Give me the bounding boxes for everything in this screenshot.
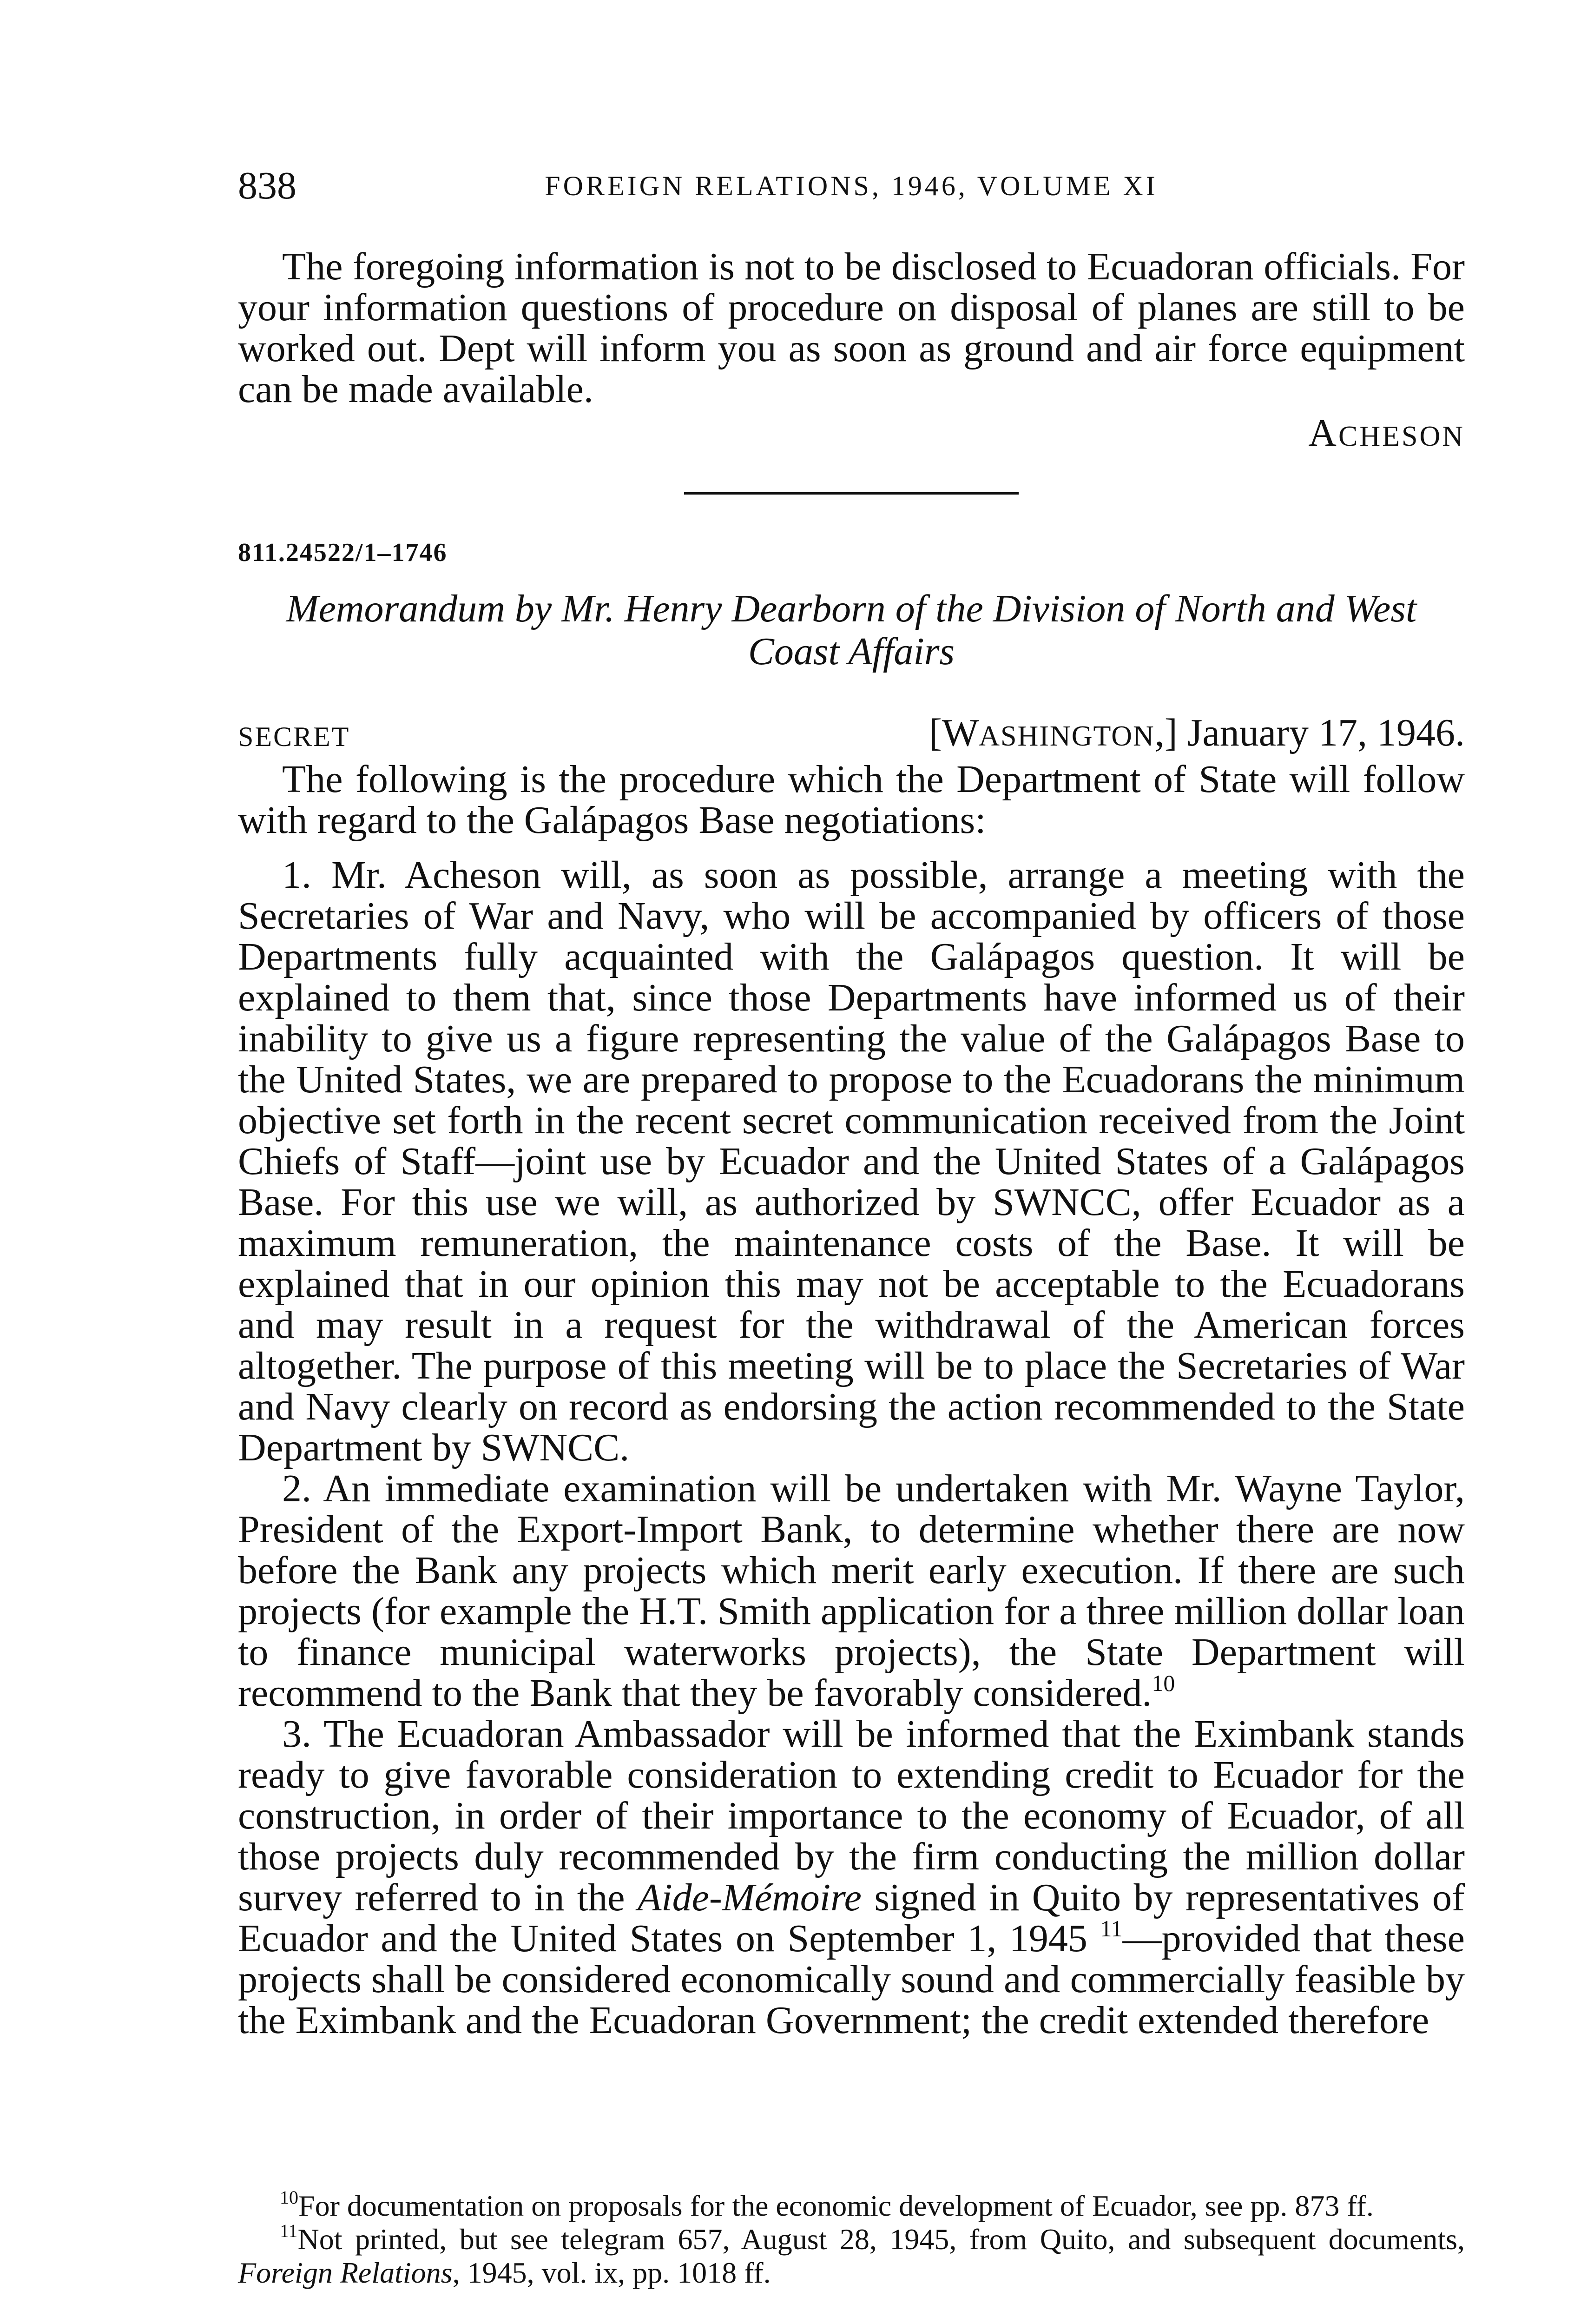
procedure-item-3-text-a: 3. The Ecuadoran Ambassador will be informed that the Eximbank stands ready to give favorable consideration to extending credit to Ecuador for the construction, in order of their importance to the economy of Ecuador, of all those projects duly recommended by the firm conducting the million dollar survey referred to in the	[238, 1712, 1465, 1919]
signature-rest: CHESON	[1338, 421, 1465, 452]
footnote-11-mark: 11	[280, 2220, 298, 2241]
dateline	[238, 713, 1465, 759]
place-open: [W	[929, 711, 979, 754]
section-divider	[684, 492, 1019, 495]
procedure-item-1: 1. Mr. Acheson will, as soon as possible, arrange a meeting with the Secretaries of War and Navy, who will be accompanied by officers of those Departments fully acquainted with the Galápagos question. It will be explained to them that, since those Departments have informed us of their inability to give us a figure representing the value of the Galápagos Base to the United States, we are prepared to propose to the Ecuadorans the minimum objective set forth in the recent secret communication received from the Joint Chiefs of Staff—joint use by Ecuador and the United States of a Galápagos Base. For this use we will, as authorized by SWNCC, offer Ecuador as a maximum remuneration, the maintenance costs of the Base. It will be explained that in our opinion this may not be acceptable to the Ecuadorans and may result in a request for the withdrawal of the American forces altogether. The purpose of this meeting will be to place the Secretaries of War and Navy clearly on record as endorsing the action recommended to the State Department by SWNCC.	[238, 853, 1465, 1469]
aide-memoire-term: Aide-Mémoire	[637, 1876, 862, 1919]
footnote-11-italic: Foreign Relations	[238, 2256, 453, 2289]
footnote-ref-10: 10	[1152, 1670, 1175, 1696]
procedure-item-3	[238, 1714, 1465, 2041]
footnote-11-text-a: Not printed, but see telegram 657, August 28, 1945, from Quito, and subsequent documents,	[297, 2223, 1465, 2256]
running-title: FOREIGN RELATIONS, 1946, VOLUME XI	[545, 171, 1158, 201]
footnote-11	[238, 2220, 1465, 2290]
footnote-10-mark: 10	[280, 2187, 298, 2208]
footnote-10	[238, 2189, 1465, 2223]
footnote-10-text: For documentation on proposals for the economic development of Ecuador, see pp. 873 ff.	[298, 2189, 1374, 2222]
footnotes	[238, 2189, 1465, 2290]
page-body	[238, 246, 1465, 2041]
footnote-11-text-b: , 1945, vol. ix, pp. 1018 ff.	[452, 2256, 771, 2289]
memo-date: January 17, 1946.	[1177, 711, 1465, 754]
place-close: ,]	[1154, 711, 1178, 754]
procedure-item-3-text-b: signed in Quito by representatives of Ecuador and the United States on September 1, 1945	[238, 1876, 1465, 1960]
procedure-item-3-text-c: —provided that these projects shall be considered economically sound and commercially feasible by the Eximbank and the Ecuadoran Government; the credit extended therefore	[238, 1917, 1465, 2042]
classification-label: SECRET	[238, 721, 350, 752]
signature	[238, 411, 1465, 455]
page-number: 838	[238, 164, 296, 207]
procedure-item-2	[238, 1468, 1465, 1714]
file-number: 811.24522/1–1746	[238, 538, 448, 567]
previous-document-text: The foregoing information is not to be disclosed to Ecuadoran officials. For your information questions of procedure on disposal of planes are still to be worked out. Dept will inform you as soon as ground and air force equipment can be made available.	[238, 245, 1465, 411]
memo-title: Memorandum by Mr. Henry Dearborn of the Division of North and West Coast Affairs	[286, 587, 1417, 673]
place-and-date	[929, 713, 1465, 757]
signature-initial: A	[1308, 411, 1338, 455]
procedure-item-2-text: 2. An immediate examination will be undertaken with Mr. Wayne Taylor, President of the Export-Import Bank, to determine whether there are now before the Bank any projects which merit early execution. If there are such projects (for example the H.T. Smith application for a three million dollar loan to finance municipal waterworks projects), the State Department will recommend to the Bank that they be favorably considered.	[238, 1467, 1465, 1715]
page-header	[238, 163, 1465, 218]
intro-paragraph: The following is the procedure which the Department of State will follow with regard to the Galápagos Base negotiations:	[238, 758, 1465, 842]
footnote-ref-11: 11	[1100, 1915, 1123, 1941]
place-rest: ASHINGTON	[979, 720, 1155, 752]
